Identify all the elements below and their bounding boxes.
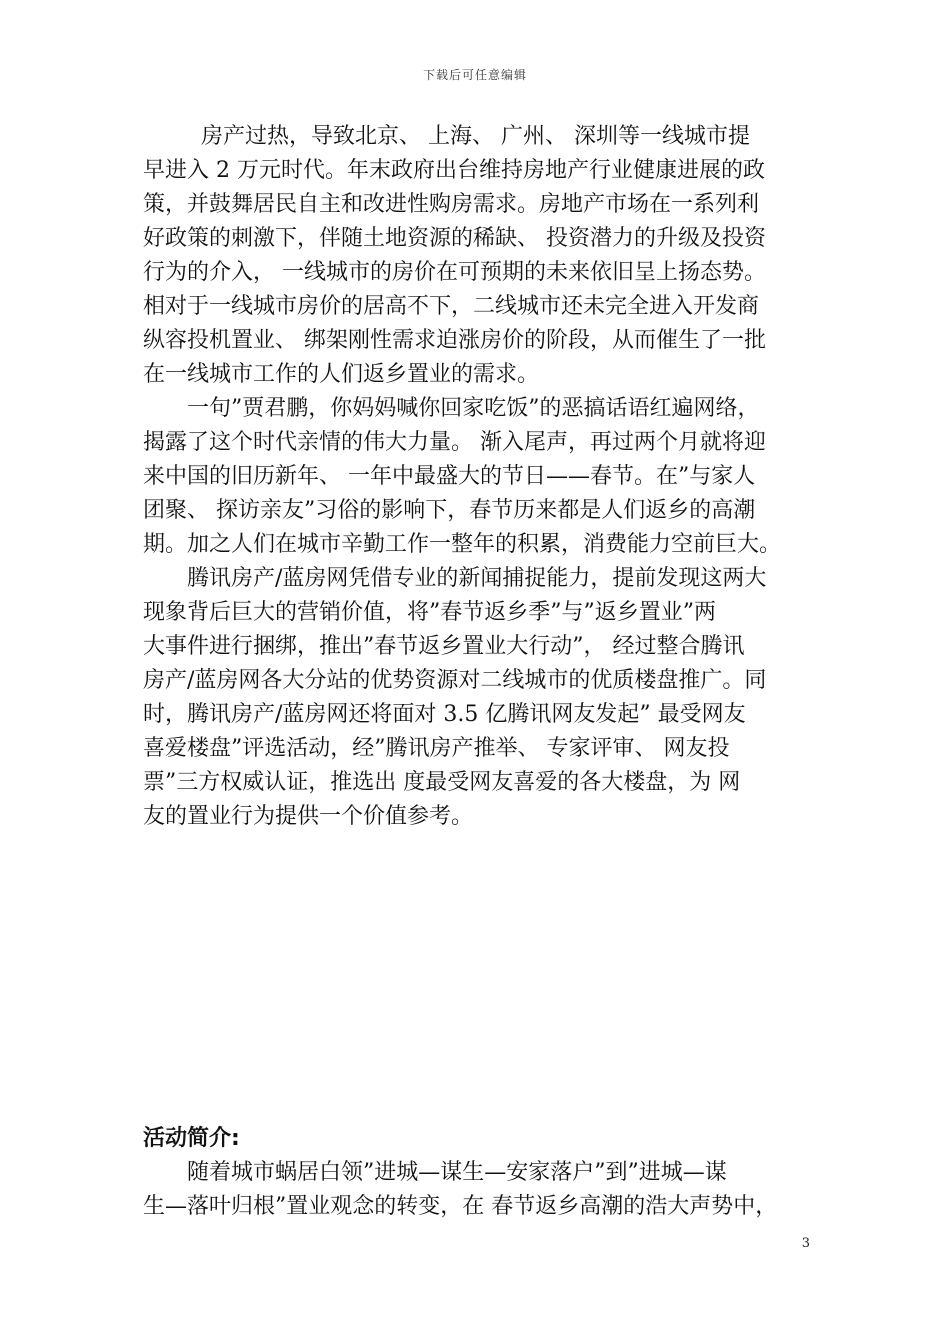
paragraph-line: 好政策的刺激下，伴随土地资源的稀缺、 投资潜力的升级及投资 xyxy=(143,226,766,251)
page-header: 下载后可任意编辑 xyxy=(422,68,527,82)
paragraph-line: 在一线城市工作的人们返乡置业的需求。 xyxy=(143,362,540,387)
paragraph-line: 揭露了这个时代亲情的伟大力量。 渐入尾声，再过两个月就将迎 xyxy=(143,430,766,455)
paragraph-line: 策，并鼓舞居民自主和改进性购房需求。房地产市场在一系列利 xyxy=(143,192,760,217)
paragraph-line: 早进入 2 万元时代。年末政府出台维持房地产行业健康进展的政 xyxy=(143,158,765,183)
paragraph-line: 房产/蓝房网各大分站的优势资源对二线城市的优质楼盘推广。同 xyxy=(143,668,767,693)
paragraph-line: 随着城市蜗居白领”进城—谋生—安家落户”到”进城—谋 xyxy=(187,1160,727,1185)
paragraph-line: 腾讯房产/蓝房网凭借专业的新闻捕捉能力，提前发现这两大 xyxy=(187,566,767,591)
paragraph-line: 大事件进行捆绑，推出”春节返乡置业大行动”， 经过整合腾讯 xyxy=(143,634,745,659)
activity-section xyxy=(143,1122,823,1224)
paragraph-line: 一句”贾君鹏，你妈妈喊你回家吃饭”的恶搞话语红遍网络， xyxy=(187,396,760,421)
paragraph-line: 生—落叶归根”置业观念的转变，在 春节返乡高潮的浩大声势中， xyxy=(143,1194,778,1219)
page-number: 3 xyxy=(801,1236,810,1251)
body-text xyxy=(143,120,809,834)
paragraph-line: 团聚、 探访亲友”习俗的影响下，春节历来都是人们返乡的高潮 xyxy=(143,498,756,523)
section-title: 活动简介: xyxy=(143,1126,240,1151)
paragraph-line: 纵容投机置业、 绑架刚性需求迫涨房价的阶段，从而催生了一批 xyxy=(143,328,766,353)
paragraph-line: 来中国的旧历新年、 一年中最盛大的节日——春节。在”与家人 xyxy=(143,464,756,489)
paragraph-line: 相对于一线城市房价的居高不下，二线城市还未完全进入开发商 xyxy=(143,294,760,319)
paragraph-line: 行为的介入， 一线城市的房价在可预期的未来依旧呈上扬态势。 xyxy=(143,260,766,285)
paragraph-line: 现象背后巨大的营销价值，将”春节返乡季”与”返乡置业”两 xyxy=(143,600,716,625)
paragraph-line: 友的置业行为提供一个价值参考。 xyxy=(143,804,474,829)
paragraph-line: 时，腾讯房产/蓝房网还将面对 3.5 亿腾讯网友发起” 最受网友 xyxy=(143,702,746,727)
paragraph-line: 票”三方权威认证，推选出 度最受网友喜爱的各大楼盘，为 网 xyxy=(143,770,741,795)
paragraph-line: 期。加之人们在城市辛勤工作一整年的积累，消费能力空前巨大。 xyxy=(143,532,782,557)
paragraph-line: 喜爱楼盘”评选活动，经”腾讯房产推举、 专家评审、 网友投 xyxy=(143,736,730,761)
paragraph-line: 房产过热，导致北京、 上海、 广州、 深圳等一线城市提 xyxy=(201,124,750,149)
